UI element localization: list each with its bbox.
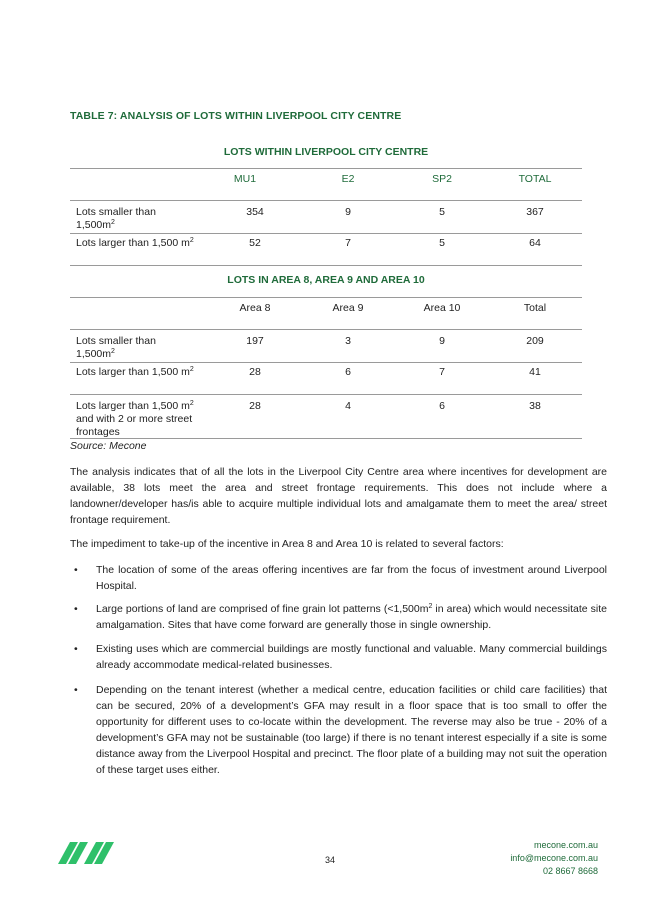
table1-col-total: TOTAL xyxy=(518,173,552,185)
table-cell: 7 xyxy=(439,366,445,378)
table-cell: 354 xyxy=(246,206,264,218)
table1-row2-label: Lots larger than 1,500 $m^2$ xyxy=(76,237,194,249)
mecone-logo-icon xyxy=(58,838,114,868)
table2-heading: LOTS IN AREA 8, AREA 9 AND AREA 10 xyxy=(227,274,425,286)
bullet-icon: • xyxy=(74,564,78,576)
table-cell: 5 xyxy=(439,237,445,249)
table-cell: 7 xyxy=(345,237,351,249)
table1-col-mu1: MU1 xyxy=(233,173,257,185)
table2-rule-bottom xyxy=(70,438,582,439)
bullet-icon: • xyxy=(74,643,78,655)
bullet-icon: • xyxy=(74,684,78,696)
table1-rule-header xyxy=(70,200,582,201)
table-cell: 197 xyxy=(246,335,264,347)
table1-rule-row1 xyxy=(70,233,582,234)
table-cell: 52 xyxy=(249,237,261,249)
table-cell: 4 xyxy=(345,400,351,412)
table-cell: 64 xyxy=(529,237,541,249)
table-cell: 6 xyxy=(439,400,445,412)
table2-row3-label: Lots larger than 1,500 $m^2$ and with 2 or more street frontages xyxy=(76,400,194,438)
table-cell: 9 xyxy=(439,335,445,347)
table1-heading: LOTS WITHIN LIVERPOOL CITY CENTRE xyxy=(223,146,429,158)
table1-col-sp2: SP2 xyxy=(432,173,452,185)
table2-row2-label: Lots larger than 1,500 $m^2$ xyxy=(76,366,194,378)
table-cell: 367 xyxy=(526,206,544,218)
table-cell: 6 xyxy=(345,366,351,378)
contact-website[interactable]: mecone.com.au xyxy=(533,840,598,850)
paragraph-impediment: The impediment to take-up of the incentive in Area 8 and Area 10 is related to several factors: xyxy=(70,538,504,550)
contact-phone: 02 8667 8668 xyxy=(542,866,598,876)
table-cell: 38 xyxy=(529,400,541,412)
table2-rule-header xyxy=(70,329,582,330)
paragraph-analysis: The analysis indicates that of all the lots in the Liverpool City Centre area where incentives for development are available, 38 lots meet the area and street frontage requirements. This does not include where a landowner/developer has/is able to acquire multiple individual lots and amalgamate them to meet the area/ street frontage requirement. xyxy=(70,466,607,526)
table2-rule-top xyxy=(70,297,582,298)
table2-col-total: Total xyxy=(523,302,547,314)
table2-rule-row1 xyxy=(70,362,582,363)
table1-rule-bottom xyxy=(70,265,582,266)
table1-col-e2: E2 xyxy=(341,173,355,185)
page-title: TABLE 7: ANALYSIS OF LOTS WITHIN LIVERPOOL CITY CENTRE xyxy=(70,110,402,122)
contact-email[interactable]: info@mecone.com.au xyxy=(510,853,598,863)
table-cell: 5 xyxy=(439,206,445,218)
page-number: 34 xyxy=(324,855,335,865)
table2-row1-label: Lots smaller than $1,500m^2$ xyxy=(76,335,156,360)
table-cell: 9 xyxy=(345,206,351,218)
table1-rule-top xyxy=(70,168,582,169)
table2-col-area8: Area 8 xyxy=(239,302,271,314)
table-cell: 28 xyxy=(249,400,261,412)
table2-col-area9: Area 9 xyxy=(332,302,364,314)
source-note: Source: Mecone xyxy=(70,440,147,452)
table-cell: 3 xyxy=(345,335,351,347)
table2-rule-row2 xyxy=(70,394,582,395)
table-cell: 28 xyxy=(249,366,261,378)
table1-row1-label: Lots smaller than $1,500m^2$ xyxy=(76,206,156,231)
table-cell: 209 xyxy=(526,335,544,347)
table2-col-area10: Area 10 xyxy=(423,302,461,314)
table-cell: 41 xyxy=(529,366,541,378)
bullet-icon: • xyxy=(74,603,78,615)
